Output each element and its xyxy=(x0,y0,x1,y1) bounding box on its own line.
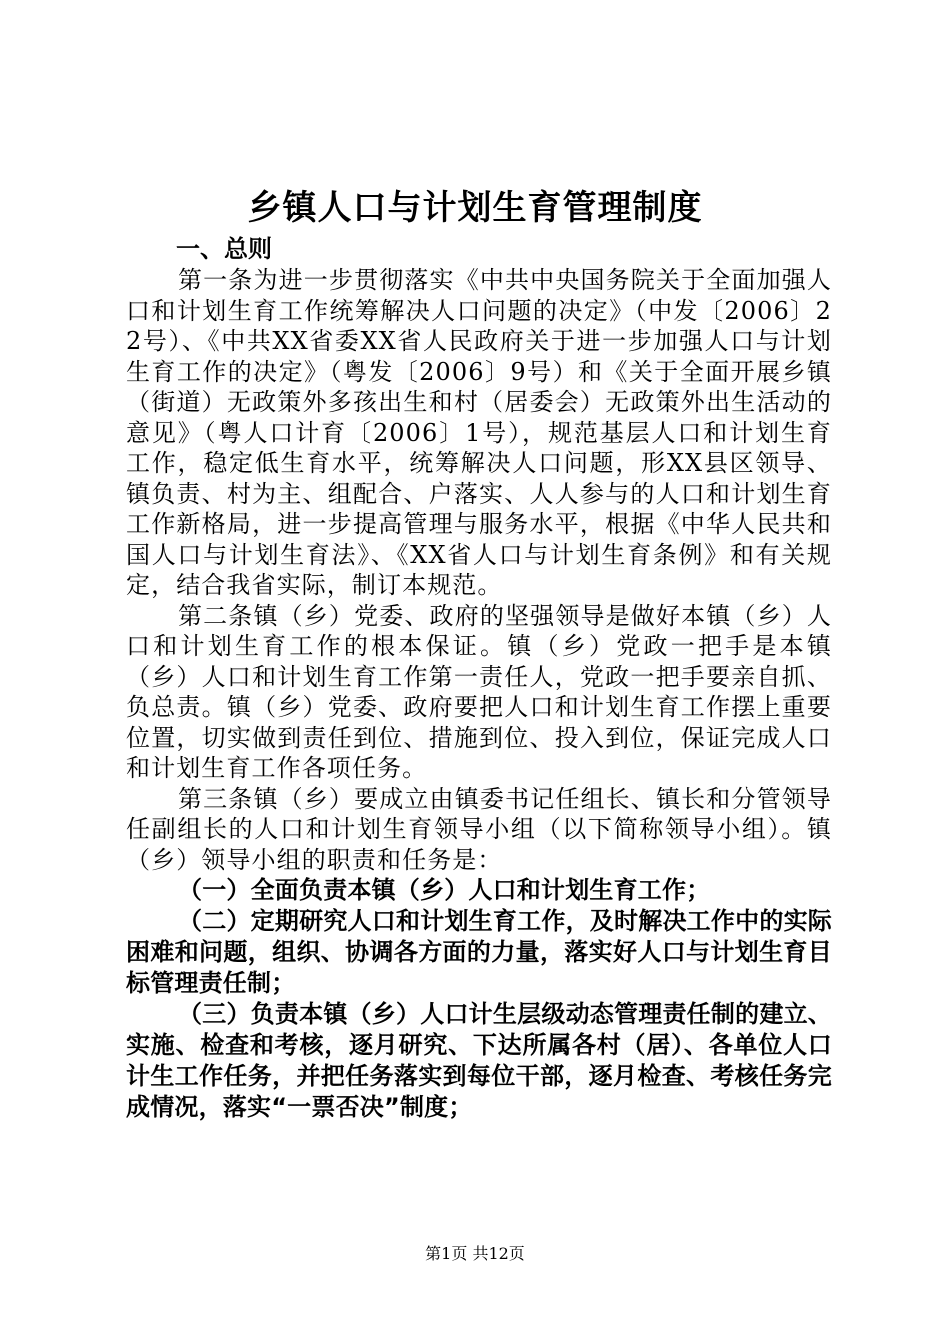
article-2-paragraph: 第二条镇（乡）党委、政府的坚强领导是做好本镇（乡）人口和计划生育工作的根本保证。镇（乡）党政一把手是本镇（乡）人口和计划生育工作第一责任人，党政一把手要亲自抓、负总责。镇（乡）党委、政府要把人口和计划生育工作摆上重要位置，切实做到责任到位、措施到位、投入到位，保证完成人口和计划生育工作各项任务。 xyxy=(126,601,832,782)
section-heading: 一、总则 xyxy=(176,235,272,263)
document-title: 乡镇人口与计划生育管理制度 xyxy=(247,188,703,228)
duty-item-1: （一）全面负责本镇（乡）人口和计划生育工作； xyxy=(178,876,711,904)
page-footer: 第1页 共12页 xyxy=(425,1244,525,1263)
duty-item-2: （二）定期研究人口和计划生育工作，及时解决工作中的实际困难和问题，组织、协调各方面的力量，落实好人口与计划生育目标管理责任制； xyxy=(126,907,832,997)
article-1-paragraph: 第一条为进一步贯彻落实《中共中央国务院关于全面加强人口和计划生育工作统筹解决人口问题的决定》（中发〔2006〕22号）、《中共XX省委XX省人民政府关于进一步加强人口与计划生育工作的决定》（粤发〔2006〕9号）和《关于全面开展乡镇（街道）无政策外多孩出生和村（居委会）无政策外出生活动的意见》（粤人口计育〔2006〕1号），规范基层人口和计划生育工作，稳定低生育水平，统筹解决人口问题，形XX县区领导、镇负责、村为主、组配合、户落实、人人参与的人口和计划生育工作新格局，进一步提高管理与服务水平，根据《中华人民共和国人口与计划生育法》、《XX省人口与计划生育条例》和有关规定，结合我省实际，制订本规范。 xyxy=(126,266,832,599)
document-body xyxy=(126,233,832,1123)
duty-item-3: （三）负责本镇（乡）人口计生层级动态管理责任制的建立、实施、检查和考核，逐月研究、下达所属各村（居）、各单位人口计生工作任务，并把任务落实到每位干部，逐月检查、考核任务完成情况，落实“一票否决”制度； xyxy=(126,1000,832,1121)
article-3-paragraph: 第三条镇（乡）要成立由镇委书记任组长、镇长和分管领导任副组长的人口和计划生育领导小组（以下简称领导小组）。镇（乡）领导小组的职责和任务是： xyxy=(126,784,832,874)
